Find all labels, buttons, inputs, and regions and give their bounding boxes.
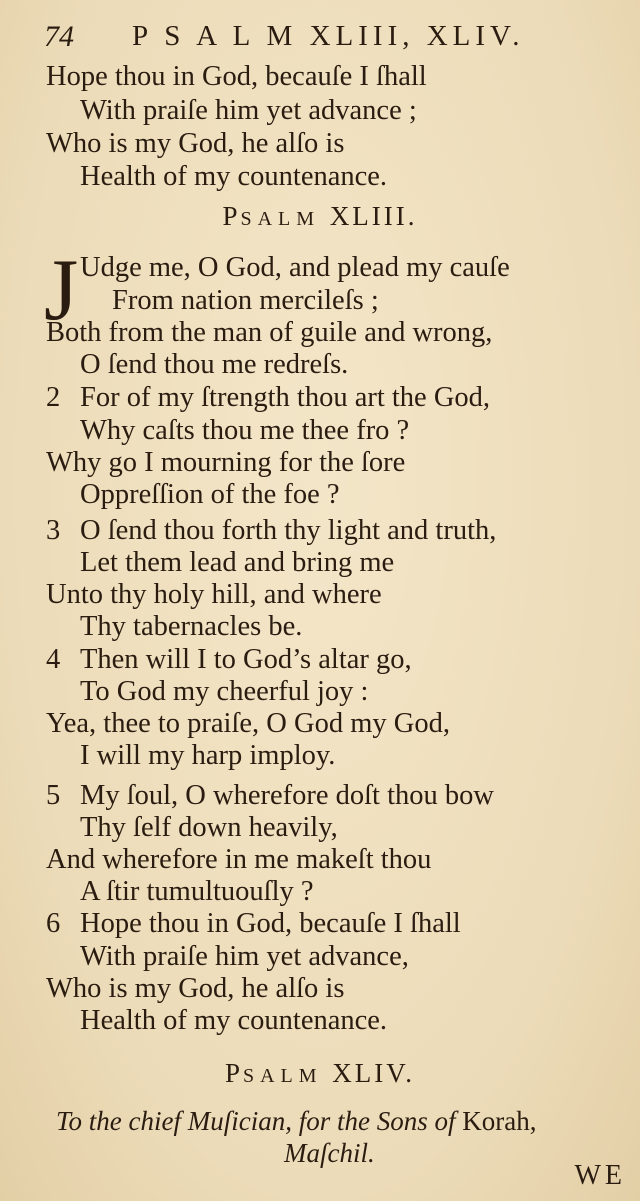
heading-number: XLIV. [332, 1058, 416, 1088]
heading-initial: P [222, 201, 241, 231]
verse-line: Thy ſelf down heavily, [80, 812, 338, 843]
verse-line: Unto thy holy hill, and where [46, 579, 382, 610]
superscription-roman: Korah, [462, 1106, 537, 1136]
verse-line: Why go I mourning for the ſore [46, 447, 406, 478]
verse-line: Yea, thee to praiſe, O God my God, [46, 708, 450, 739]
verse-number: 6 [46, 908, 61, 939]
verse-line: With praiſe him yet advance ; [80, 95, 417, 126]
verse-line: O ſend thou forth thy light and truth, [80, 515, 497, 546]
psalm-heading [0, 201, 640, 232]
verse-line: Then will I to God’s altar go, [80, 644, 412, 675]
heading-number: XLIII. [329, 201, 418, 231]
verse-line: Who is my God, he alſo is [46, 973, 345, 1004]
running-title: P S A L M XLIII, XLIV. [132, 20, 525, 52]
verse-number: 5 [46, 780, 61, 811]
psalm-superscription [56, 1104, 536, 1138]
verse-line: With praiſe him yet advance, [80, 941, 409, 972]
verse-line: Why caſts thou me thee fro ? [80, 415, 410, 446]
verse-line: From nation mercileſs ; [112, 285, 379, 316]
heading-smallcaps: SALM [242, 1065, 323, 1087]
verse-line: I will my harp imploy. [80, 740, 336, 771]
verse-line: My ſoul, O wherefore doſt thou bow [80, 780, 494, 811]
verse-line: Who is my God, he alſo is [46, 128, 345, 159]
superscription-italic: To the chief Muſician, for the Sons of [56, 1106, 456, 1136]
verse-line: For of my ſtrength thou art the God, [80, 382, 491, 413]
verse-line: Both from the man of guile and wrong, [46, 317, 493, 348]
verse-line: Health of my countenance. [80, 161, 388, 192]
heading-smallcaps: SALM [240, 208, 321, 230]
verse-line: To God my cheerful joy : [80, 676, 369, 707]
page-number: 74 [44, 20, 74, 53]
verse-line: Udge me, O God, and plead my cauſe [80, 252, 510, 283]
heading-initial: P [224, 1058, 243, 1088]
verse-line: Health of my countenance. [80, 1005, 388, 1036]
verse-line: Thy tabernacles be. [80, 611, 303, 642]
catchword: WE [574, 1160, 626, 1191]
verse-line: O ſend thou me redreſs. [80, 349, 349, 380]
verse-line: Let them lead and bring me [80, 547, 395, 578]
psalm-heading [0, 1058, 640, 1089]
running-head [44, 20, 600, 60]
verse-line: Hope thou in God, becauſe I ſhall [80, 908, 461, 939]
verse-number: 2 [46, 382, 61, 413]
verse-line: Oppreſſion of the foe ? [80, 479, 340, 510]
verse-number: 3 [46, 515, 61, 546]
superscription-line-2: Maſchil. [284, 1138, 375, 1168]
verse-line: And wherefore in me makeſt thou [46, 844, 432, 875]
drop-capital: J [44, 242, 79, 339]
verse-number: 4 [46, 644, 61, 675]
verse-line: A ſtir tumultuouſly ? [80, 876, 314, 907]
verse-line: Hope thou in God, becauſe I ſhall [46, 61, 427, 92]
